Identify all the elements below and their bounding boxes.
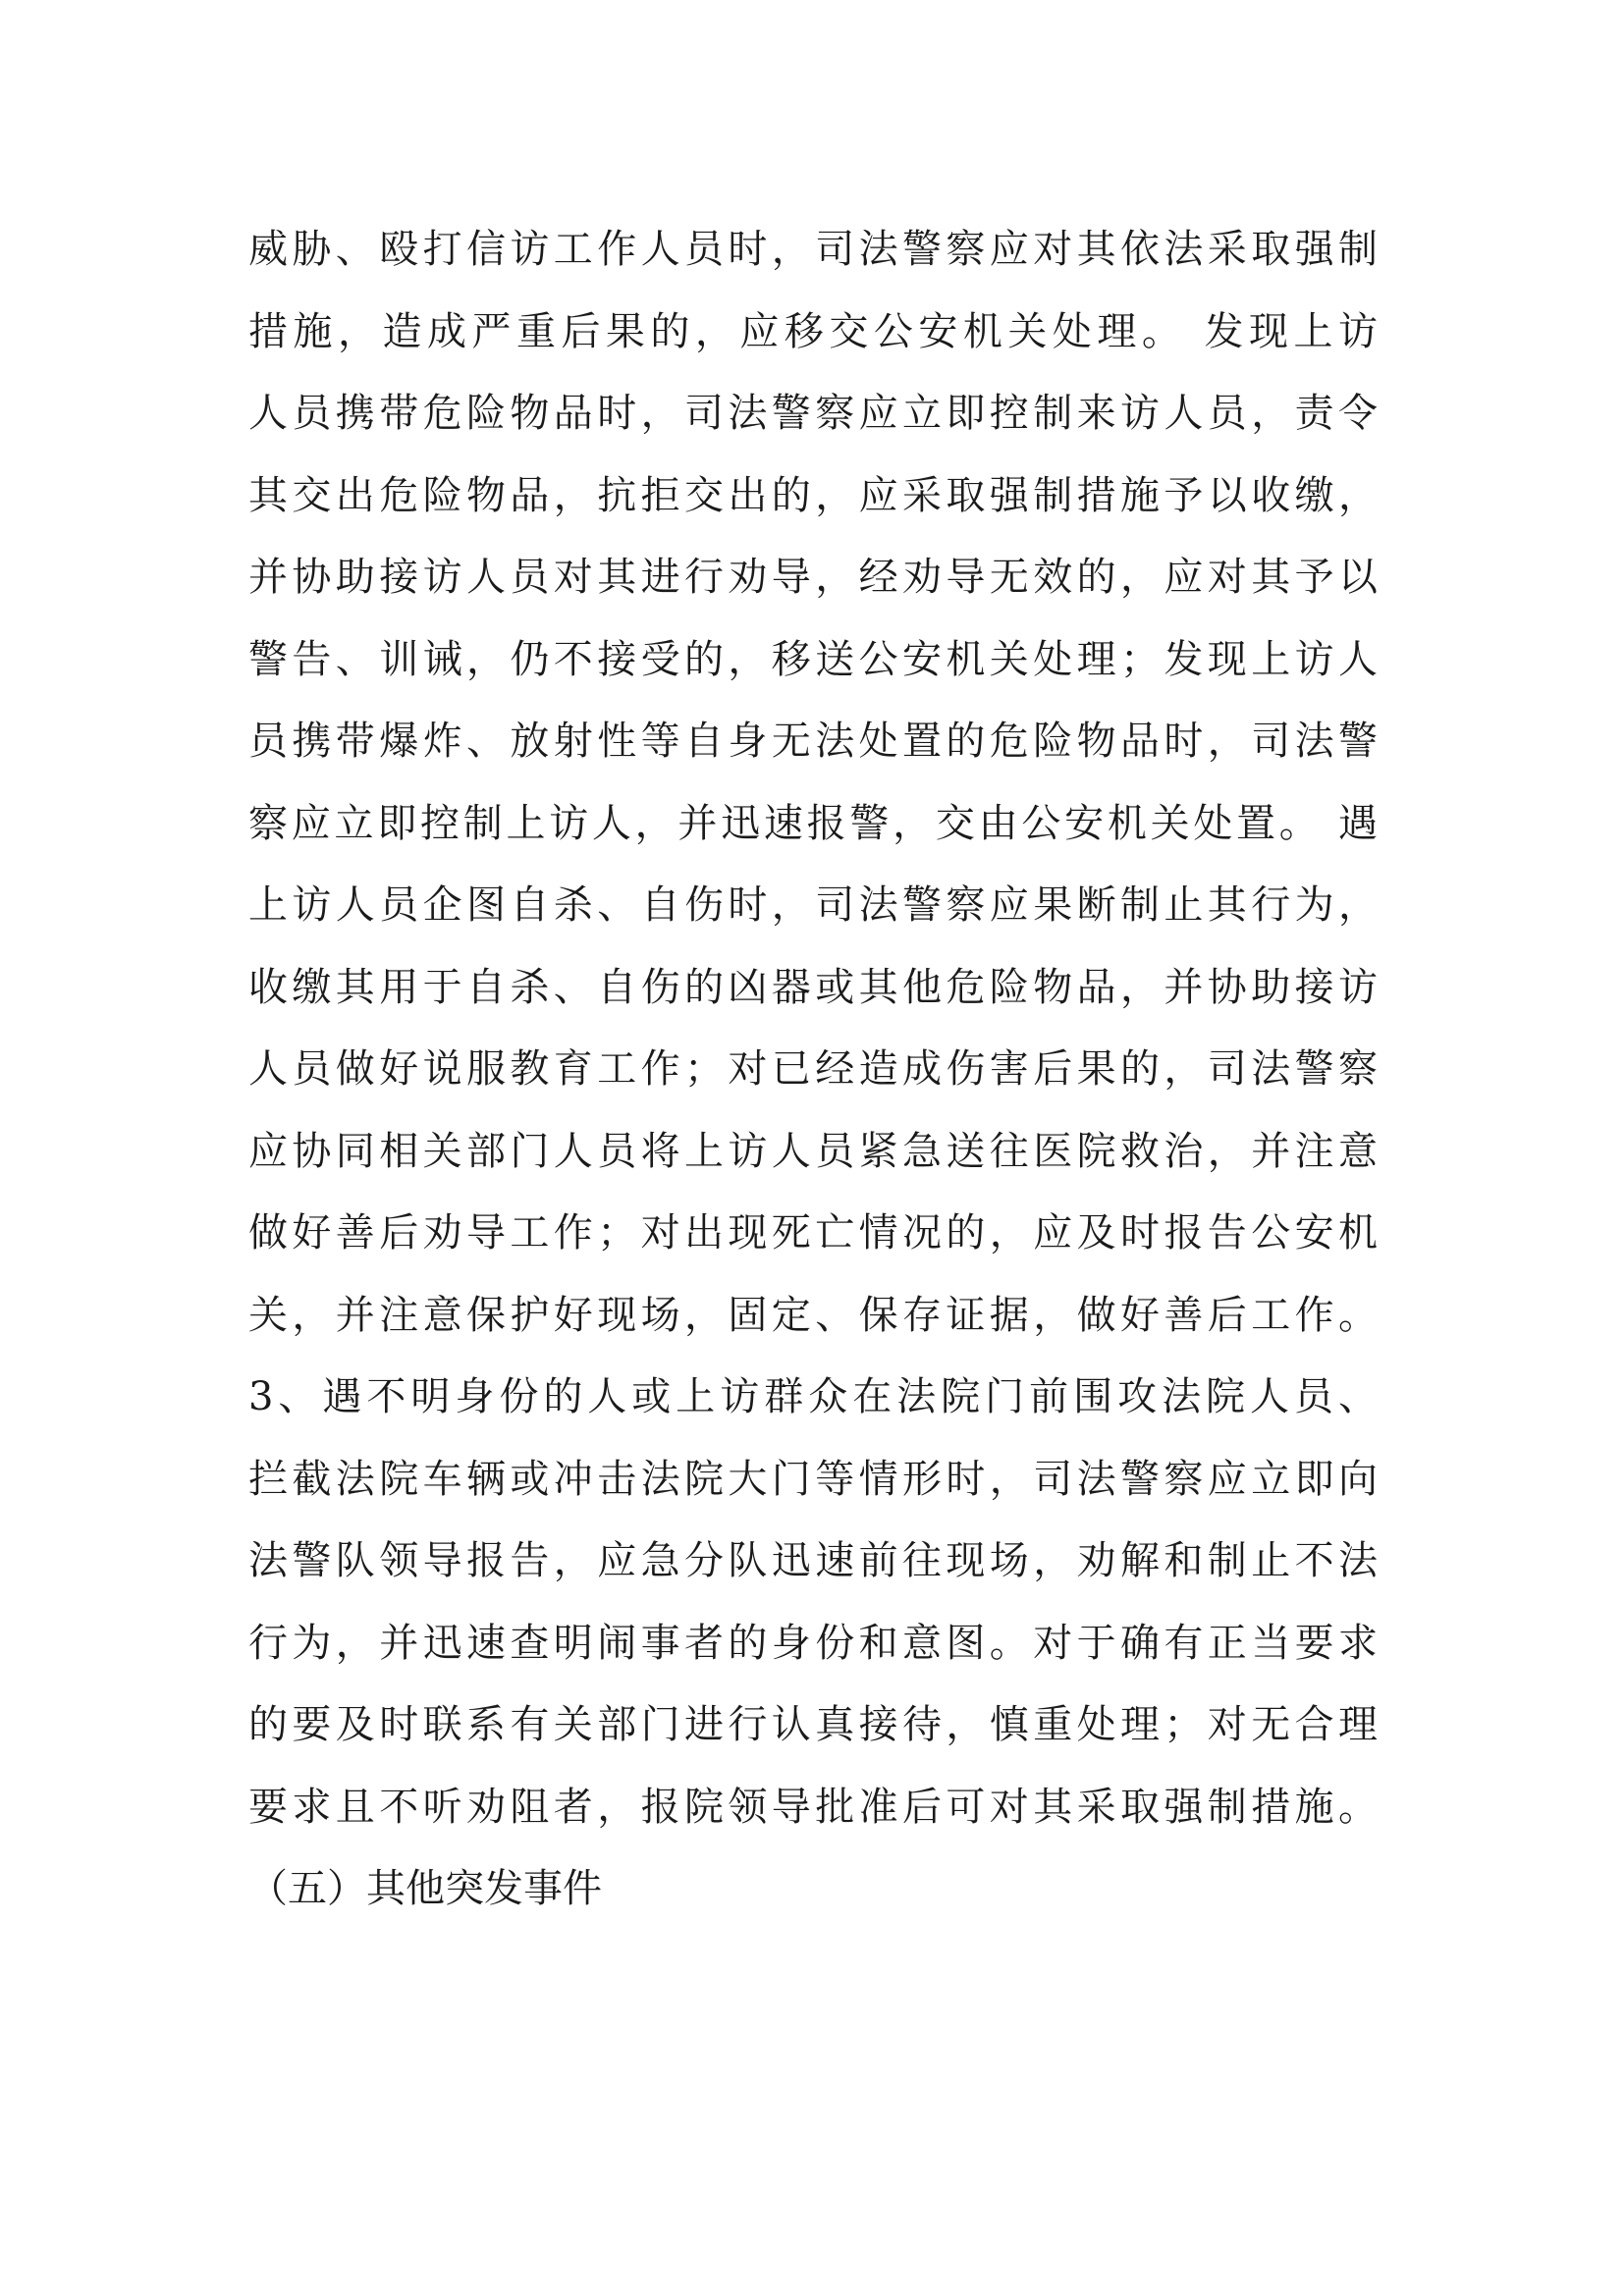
text-line: 警告、训诫，仍不接受的，移送公安机关处理；发现上访人 xyxy=(248,636,1378,682)
text-line: 察应立即控制上访人，并迅速报警，交由公安机关处置。 遇 xyxy=(248,800,1378,846)
text-line: 关，并注意保护好现场，固定、保存证据，做好善后工作。 xyxy=(248,1292,1378,1338)
text-line: 人员做好说服教育工作；对已经造成伤害后果的，司法警察 xyxy=(248,1046,1378,1092)
text-line: 做好善后劝导工作；对出现死亡情况的，应及时报告公安机 xyxy=(248,1210,1378,1255)
text-line: 行为，并迅速查明闹事者的身份和意图。对于确有正当要求 xyxy=(248,1620,1378,1666)
text-line: 威胁、殴打信访工作人员时，司法警察应对其依法采取强制 xyxy=(248,227,1378,272)
text-line: 上访人员企图自杀、自伤时，司法警察应果断制止其行为， xyxy=(248,882,1378,928)
text-line: 拦截法院车辆或冲击法院大门等情形时，司法警察应立即向 xyxy=(248,1456,1378,1502)
text-line: 并协助接访人员对其进行劝导，经劝导无效的，应对其予以 xyxy=(248,555,1378,600)
section-heading: （五）其他突发事件 xyxy=(248,1866,602,1911)
text-line: 3、遇不明身份的人或上访群众在法院门前围攻法院人员、 xyxy=(248,1374,1378,1419)
body-text xyxy=(248,209,1378,1931)
text-line: 措施，造成严重后果的，应移交公安机关处理。 发现上访 xyxy=(248,308,1378,354)
text-line: 人员携带危险物品时，司法警察应立即控制来访人员，责令 xyxy=(248,391,1378,436)
text-line: 法警队领导报告，应急分队迅速前往现场，劝解和制止不法 xyxy=(248,1538,1378,1583)
text-line: 要求且不听劝阻者，报院领导批准后可对其采取强制措施。 xyxy=(248,1784,1378,1830)
text-line: 其交出危险物品，抗拒交出的，应采取强制措施予以收缴， xyxy=(248,472,1378,518)
text-line: 应协同相关部门人员将上访人员紧急送往医院救治，并注意 xyxy=(248,1128,1378,1174)
text-line: 员携带爆炸、放射性等自身无法处置的危险物品时，司法警 xyxy=(248,719,1378,764)
text-line: 收缴其用于自杀、自伤的凶器或其他危险物品，并协助接访 xyxy=(248,964,1378,1010)
text-line: 的要及时联系有关部门进行认真接待，慎重处理；对无合理 xyxy=(248,1702,1378,1747)
